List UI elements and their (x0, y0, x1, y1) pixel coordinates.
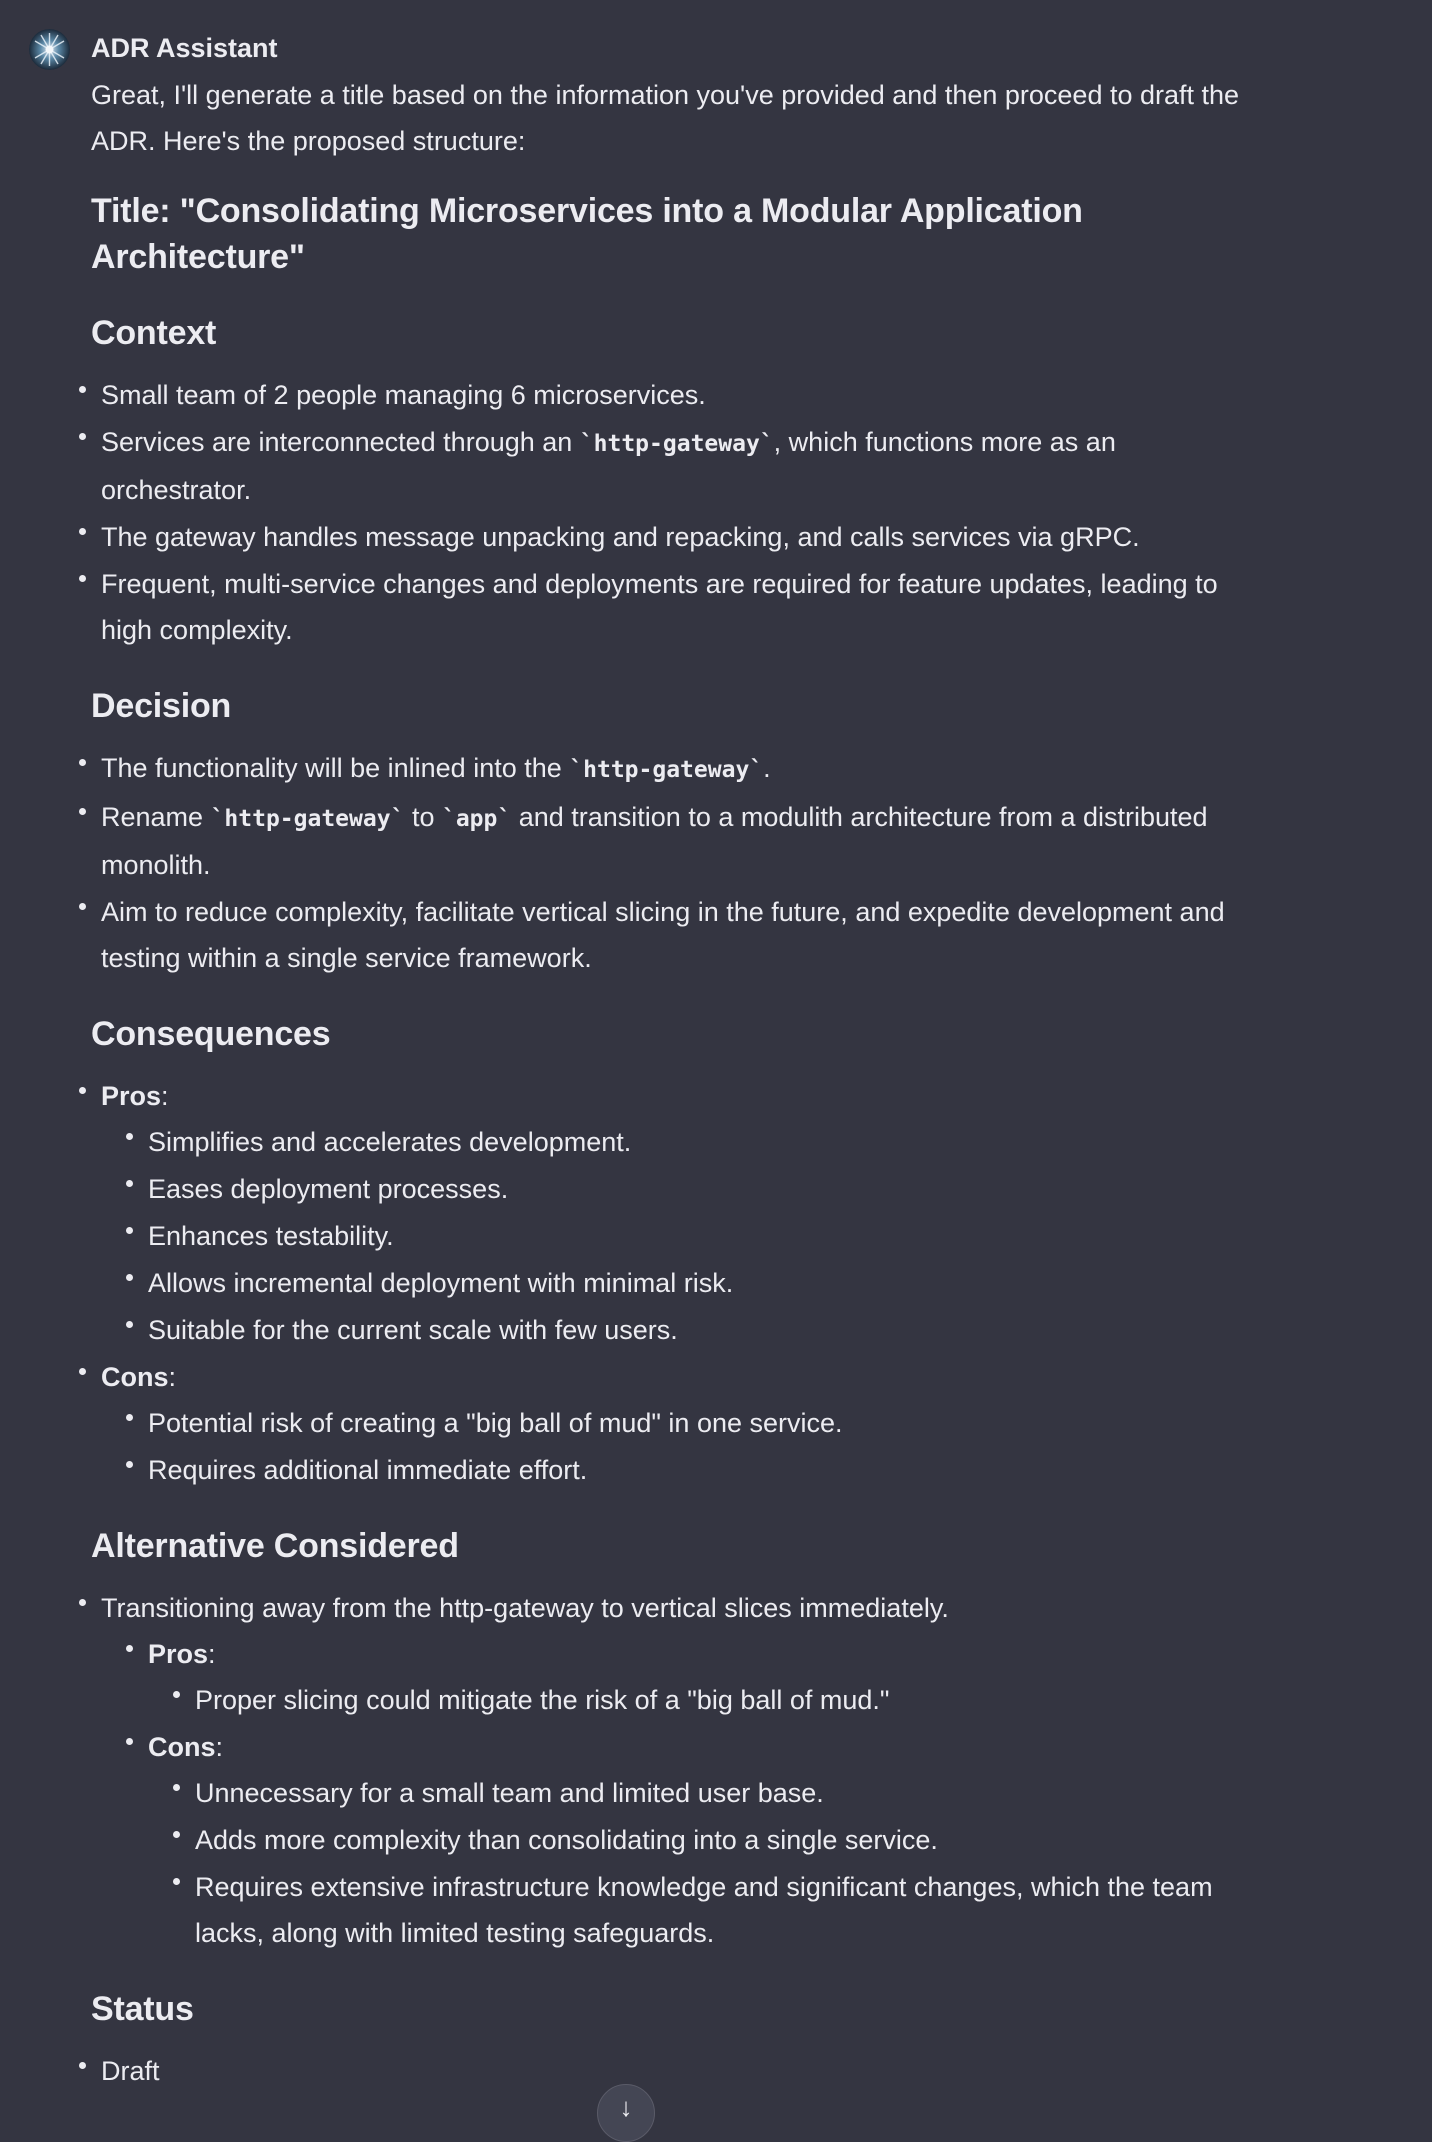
list-item: Suitable for the current scale with few users. (138, 1307, 1271, 1353)
list-item (91, 419, 1271, 513)
message-content (91, 72, 1271, 2094)
inline-code: `app` (441, 806, 512, 832)
intro-paragraph: Great, I'll generate a title based on the information you've provided and then proceed to draft the ADR. Here's the proposed structure: (91, 80, 1240, 156)
list-item (91, 745, 1271, 793)
list-item: Simplifies and accelerates development. (138, 1119, 1271, 1165)
list-item-text: Rename (101, 802, 211, 832)
pros-list (138, 1119, 1271, 1353)
list-item: Proper slicing could mitigate the risk of a "big ball of mud." (185, 1677, 1271, 1723)
pros-label: Pros (148, 1639, 209, 1669)
list-item: Unnecessary for a small team and limited user base. (185, 1770, 1271, 1816)
cons-list (138, 1400, 1271, 1493)
list-item (91, 1585, 1271, 1956)
list-item: Requires extensive infrastructure knowledge and significant changes, which the team lacks, along with limited testing safeguards. (185, 1864, 1271, 1956)
colon: : (215, 1732, 224, 1762)
list-item (138, 1724, 1271, 1956)
scroll-down-icon: ↓ (619, 2092, 633, 2122)
consequences-heading: Consequences (91, 1015, 331, 1053)
list-item: The gateway handles message unpacking and repacking, and calls services via gRPC. (91, 514, 1271, 560)
list-item-text: Services are interconnected through an (101, 427, 580, 457)
cons-label: Cons (101, 1362, 169, 1392)
sender-name: ADR Assistant (91, 33, 278, 63)
list-item-text: , which functions more as an orchestrator. (101, 427, 1116, 505)
context-list (91, 372, 1271, 653)
list-item: Aim to reduce complexity, facilitate vertical slicing in the future, and expedite development and testing within a single service framework. (91, 889, 1271, 981)
colon: : (208, 1639, 216, 1669)
list-item: Eases deployment processes. (138, 1166, 1271, 1212)
list-item: Allows incremental deployment with minimal risk. (138, 1260, 1271, 1306)
list-item: Enhances testability. (138, 1213, 1271, 1259)
list-item-text: to (404, 802, 442, 832)
cons-list (185, 1770, 1271, 1956)
adr-assistant-avatar-icon (29, 29, 70, 70)
list-item: Small team of 2 people managing 6 microservices. (91, 372, 1271, 418)
pros-list (185, 1677, 1271, 1723)
list-item-text: . (763, 753, 771, 783)
list-item: Draft (91, 2048, 1271, 2094)
consequences-list (91, 1073, 1271, 1493)
adr-title: Title: "Consolidating Microservices into a Modular Application Architecture" (91, 192, 1083, 276)
decision-heading: Decision (91, 687, 232, 725)
context-heading: Context (91, 314, 217, 352)
list-item-text: and transition to a modulith architecture from a distributed monolith. (101, 802, 1208, 880)
list-item: Requires additional immediate effort. (138, 1447, 1271, 1493)
status-list (91, 2048, 1271, 2094)
scroll-to-bottom-button[interactable] (597, 2084, 655, 2142)
colon: : (168, 1362, 177, 1392)
list-item: Potential risk of creating a "big ball of mud" in one service. (138, 1400, 1271, 1446)
list-item (138, 1631, 1271, 1723)
list-item-text: The functionality will be inlined into the (101, 753, 570, 783)
cons-label: Cons (148, 1732, 216, 1762)
alternative-heading: Alternative Considered (91, 1527, 459, 1565)
list-item-text: Transitioning away from the http-gateway to vertical slices immediately. (101, 1593, 949, 1623)
decision-list (91, 745, 1271, 981)
list-item (91, 1073, 1271, 1353)
inline-code: `http-gateway` (569, 757, 764, 783)
inline-code: `http-gateway` (210, 806, 405, 832)
status-heading: Status (91, 1990, 194, 2028)
list-item (91, 794, 1271, 888)
alternative-list (91, 1585, 1271, 1956)
list-item: Frequent, multi-service changes and deployments are required for feature updates, leading to high complexity. (91, 561, 1271, 653)
alternative-sublist (138, 1631, 1271, 1956)
pros-label: Pros (101, 1081, 162, 1111)
colon: : (161, 1081, 169, 1111)
inline-code: `http-gateway` (579, 431, 774, 457)
list-item (91, 1354, 1271, 1493)
avatar (29, 29, 70, 70)
list-item: Adds more complexity than consolidating into a single service. (185, 1817, 1271, 1863)
